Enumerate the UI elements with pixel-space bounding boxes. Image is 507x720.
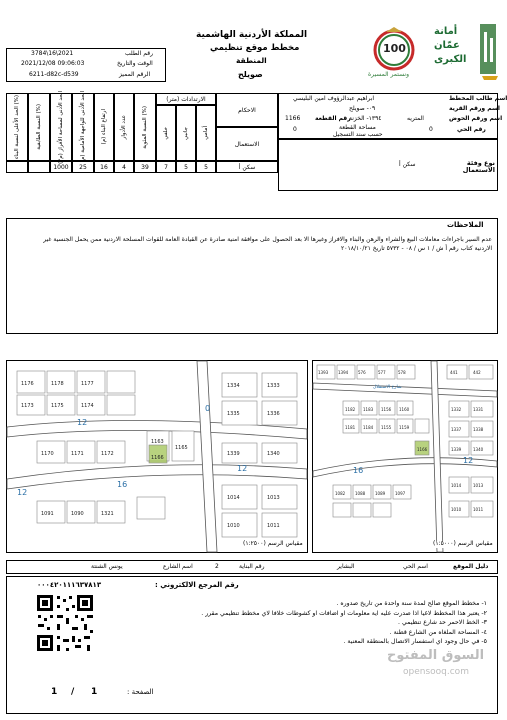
col-coverage: النسبة المئوية (%)	[134, 93, 156, 161]
svg-text:1336: 1336	[267, 411, 280, 417]
use-category	[278, 139, 498, 191]
svg-text:1183: 1183	[363, 407, 374, 412]
svg-text:1338: 1338	[473, 427, 484, 432]
svg-text:1333: 1333	[267, 383, 280, 389]
svg-text:1014: 1014	[227, 495, 240, 501]
svg-text:1177: 1177	[81, 381, 94, 387]
area-value: 0	[293, 126, 297, 133]
svg-text:1155: 1155	[381, 425, 392, 430]
val-coverage: 39	[134, 161, 156, 173]
page-separator: /	[71, 687, 75, 697]
svg-text:1175: 1175	[51, 403, 64, 409]
applicant-label: اسم طالب المخطط	[449, 95, 507, 102]
road-label-1: 12	[77, 418, 88, 427]
region-label: المنطقة	[236, 56, 267, 65]
col-back: خلفي	[156, 105, 176, 161]
guide-district-value: البشاير	[337, 563, 355, 570]
footer-note-5: ٥- في حال وجود اي استفسار الاتصال بالمنطقة المعنية .	[343, 638, 487, 646]
svg-text:1331: 1331	[473, 407, 484, 412]
location-guide	[6, 560, 498, 574]
svg-text:577: 577	[378, 370, 386, 375]
val-floors: 4	[114, 161, 134, 173]
svg-text:1011: 1011	[473, 507, 484, 512]
svg-text:1089: 1089	[375, 491, 386, 496]
svg-text:1165: 1165	[175, 445, 188, 451]
regulations-table	[6, 90, 278, 179]
overview-road-1: 12	[463, 456, 474, 465]
basin-label: اسم ورقم الحوض	[449, 115, 503, 122]
svg-text:1332: 1332	[451, 407, 462, 412]
col-floor-ratio: النسبة الطابقية (%)	[28, 93, 50, 161]
notes-box	[6, 218, 498, 334]
kingdom-title: المملكة الأردنية الهاشمية	[196, 30, 308, 40]
svg-text:1156: 1156	[381, 407, 392, 412]
logo-text-1: أمانة	[434, 26, 458, 37]
centenary-emblem	[366, 26, 422, 82]
svg-text:1184: 1184	[363, 425, 374, 430]
svg-text:1174: 1174	[81, 403, 94, 409]
val-back: 7	[156, 161, 176, 173]
use-header: الاستعمال	[216, 127, 278, 161]
district-label: رقم الحي	[457, 126, 486, 133]
left-map-scale: مقياس الرسم (١:٢٥٠٠)	[243, 540, 303, 547]
svg-text:1014: 1014	[451, 483, 462, 488]
val-min-front: 25	[72, 161, 94, 173]
doc-title: مخطط موقع تنظيمي	[210, 43, 300, 53]
datetime-label: الوقت والتاريخ	[117, 60, 153, 67]
guide-title: دليل الموقع	[453, 563, 489, 570]
svg-text:1097: 1097	[395, 491, 406, 496]
parcel-info	[278, 93, 507, 139]
centenary-caption: ونستمر المسيرة	[368, 71, 409, 78]
road-label-3: 16	[117, 480, 128, 489]
svg-text:1013: 1013	[267, 495, 280, 501]
svg-text:1082: 1082	[335, 491, 346, 496]
qr-code	[35, 593, 95, 653]
page-current: 1	[51, 687, 58, 697]
page-label: الصفحة :	[127, 688, 154, 696]
footer-notes	[157, 599, 487, 647]
svg-text:1163: 1163	[151, 439, 164, 445]
right-map-scale: مقياس الرسم (١:٥٠٠٠)	[433, 540, 493, 547]
svg-text:1394: 1394	[338, 370, 349, 375]
guide-building-value: 2	[215, 563, 219, 570]
svg-text:1339: 1339	[451, 447, 462, 452]
guide-building-label: رقم البناية	[239, 563, 265, 570]
svg-text:1013: 1013	[473, 483, 484, 488]
svg-text:1091: 1091	[41, 511, 54, 517]
val-use: سكن أ	[216, 161, 278, 173]
svg-text:1321: 1321	[101, 511, 114, 517]
logo-text-2: عمّان	[434, 40, 460, 51]
request-no-value: 3784\16\2021	[31, 50, 74, 57]
col-max-ratio: الحد الأعلى لنسبة البناء (%)	[6, 93, 28, 161]
col-floors: عدد الأدوار	[114, 93, 134, 161]
footer-note-4: ٤- المساحة الملغاه من الشارع قطنة .	[389, 628, 487, 636]
guide-street-label: اسم الشارع	[163, 563, 193, 570]
col-height: ارتفاع البناء (م)	[94, 93, 114, 161]
use-label: نوع وفئة الاستعمال	[462, 159, 495, 175]
val-height: 16	[94, 161, 114, 173]
footer-box	[6, 576, 498, 714]
centenary-number: 100	[383, 42, 406, 55]
svg-text:1010: 1010	[227, 523, 240, 529]
svg-text:1090: 1090	[71, 511, 84, 517]
svg-text:1340: 1340	[473, 447, 484, 452]
val-floor-ratio	[28, 161, 50, 173]
setbacks-header: الارتدادات (متر)	[156, 93, 216, 105]
svg-text:1182: 1182	[345, 407, 356, 412]
notes-title: الملاحظات	[447, 221, 484, 229]
svg-text:441: 441	[450, 370, 458, 375]
svg-text:1170: 1170	[41, 451, 54, 457]
parcel-value: 1166	[285, 115, 301, 122]
page-total: 1	[91, 687, 98, 697]
notes-text: عدم السير باجراءات معاملات البيع والشراء والرهن والبناء والافراز وغيرها الا بعد الحصول على موافقة امنية صادرة عن القيادة العامة للقوات المسلحة الاردنية ممن يحمل الجنسية غير الاردنية كتاب رقم أ ش / ١ س / ٠٨ - ٥٧٣٢ تاريخ ٢٠١٨/١٠/٢١	[43, 236, 492, 252]
road-label-4: 12	[17, 488, 28, 497]
col-front: أمامي	[196, 105, 216, 161]
guide-street-value: يونس الشنتة	[91, 563, 123, 570]
val-front: 5	[196, 161, 216, 173]
header	[0, 0, 505, 90]
amman-logo	[430, 18, 500, 82]
svg-text:1166: 1166	[151, 455, 164, 461]
svg-text:1340: 1340	[267, 451, 280, 457]
road-label-5: 0	[205, 404, 211, 413]
footer-note-3: ٣- الخط الاحمر حد شارع تنظيمي .	[398, 619, 487, 627]
svg-text:1176: 1176	[21, 381, 34, 387]
svg-text:1339: 1339	[227, 451, 240, 457]
svg-text:1088: 1088	[355, 491, 366, 496]
map-overview-drawing	[313, 361, 497, 552]
svg-text:1393: 1393	[318, 370, 329, 375]
logo-text-3: الكبرى	[434, 54, 467, 65]
svg-text:1171: 1171	[71, 451, 84, 457]
datetime-value: 2021/12/08 09:06:03	[21, 60, 85, 67]
svg-text:442: 442	[473, 370, 481, 375]
map-detail	[6, 360, 308, 553]
footer-note-2: ٢- يعتبر هذا المخطط لاغيا اذا صدرت عليه اية معلومات او اضافات او كشوطات خلافا لاي مخطط تنظيمي مقرر .	[201, 609, 487, 617]
village-value: ٠٩- صويلح	[349, 105, 376, 112]
map-overview	[312, 360, 498, 553]
footer-note-1: ١- مخطط الموقع صالح لمدة سنة واحدة من تاريخ صدوره .	[336, 600, 487, 607]
region-value: صويلح	[238, 70, 263, 79]
val-min-area: 1000	[50, 161, 72, 173]
parcel-label: رقم القطعة	[315, 115, 351, 122]
street-label: شارع الاستقلال	[373, 385, 402, 390]
ref-number: ٠٠٠٤٢٠١١١٦٣٧٨١٣	[37, 581, 102, 589]
request-no-label: رقم الطلب	[125, 50, 153, 57]
col-side: جانبي	[176, 105, 196, 161]
use-value: سكن أ	[399, 161, 416, 168]
district-value: 0	[429, 126, 433, 133]
overview-road-2: 16	[353, 466, 364, 475]
svg-text:1181: 1181	[345, 425, 356, 430]
guide-district-label: اسم الحي	[403, 563, 428, 570]
val-side: 5	[176, 161, 196, 173]
val-max-ratio	[6, 161, 28, 173]
meta-box	[6, 48, 166, 82]
svg-text:1159: 1159	[399, 425, 410, 430]
area-label: مساحة القطعة	[339, 124, 376, 131]
col-min-area: الحد الأدنى لمساحة الأفراز (م٢)	[50, 93, 72, 161]
watermark-english: opensooq.com	[403, 667, 469, 677]
svg-text:1178: 1178	[51, 381, 64, 387]
svg-text:1335: 1335	[227, 411, 240, 417]
code-label: الرقم المميز	[119, 71, 151, 78]
svg-text:1337: 1337	[451, 427, 462, 432]
svg-text:1160: 1160	[399, 407, 410, 412]
col-min-front: الحد الأدنى للواجهة الأمامية (م)	[72, 93, 94, 161]
applicant-value: ابراهيم عبدالرؤوف امين البليسي	[293, 95, 375, 102]
svg-text:576: 576	[358, 370, 366, 375]
series-label: المتريه	[407, 115, 424, 122]
village-label: اسم ورقم القرية	[449, 105, 500, 112]
map-detail-drawing	[7, 361, 307, 552]
code-value: 6211-d82c-d539	[29, 71, 79, 78]
area-note: حسب سند التسجيل	[333, 131, 383, 138]
watermark-arabic: السوق المفتوح	[387, 648, 485, 663]
svg-text:1172: 1172	[101, 451, 114, 457]
svg-text:1173: 1173	[21, 403, 34, 409]
road-label-2: 12	[237, 464, 248, 473]
ref-label: رقم المرجع الالكتروني :	[155, 581, 239, 589]
svg-text:1334: 1334	[227, 383, 240, 389]
svg-text:578: 578	[398, 370, 406, 375]
rules-header: الاحكام	[216, 93, 278, 127]
svg-text:1010: 1010	[451, 507, 462, 512]
svg-text:1011: 1011	[267, 523, 280, 529]
svg-text:1166: 1166	[417, 447, 428, 452]
basin-value: ١٣٩٤- الخزنة	[349, 115, 382, 122]
